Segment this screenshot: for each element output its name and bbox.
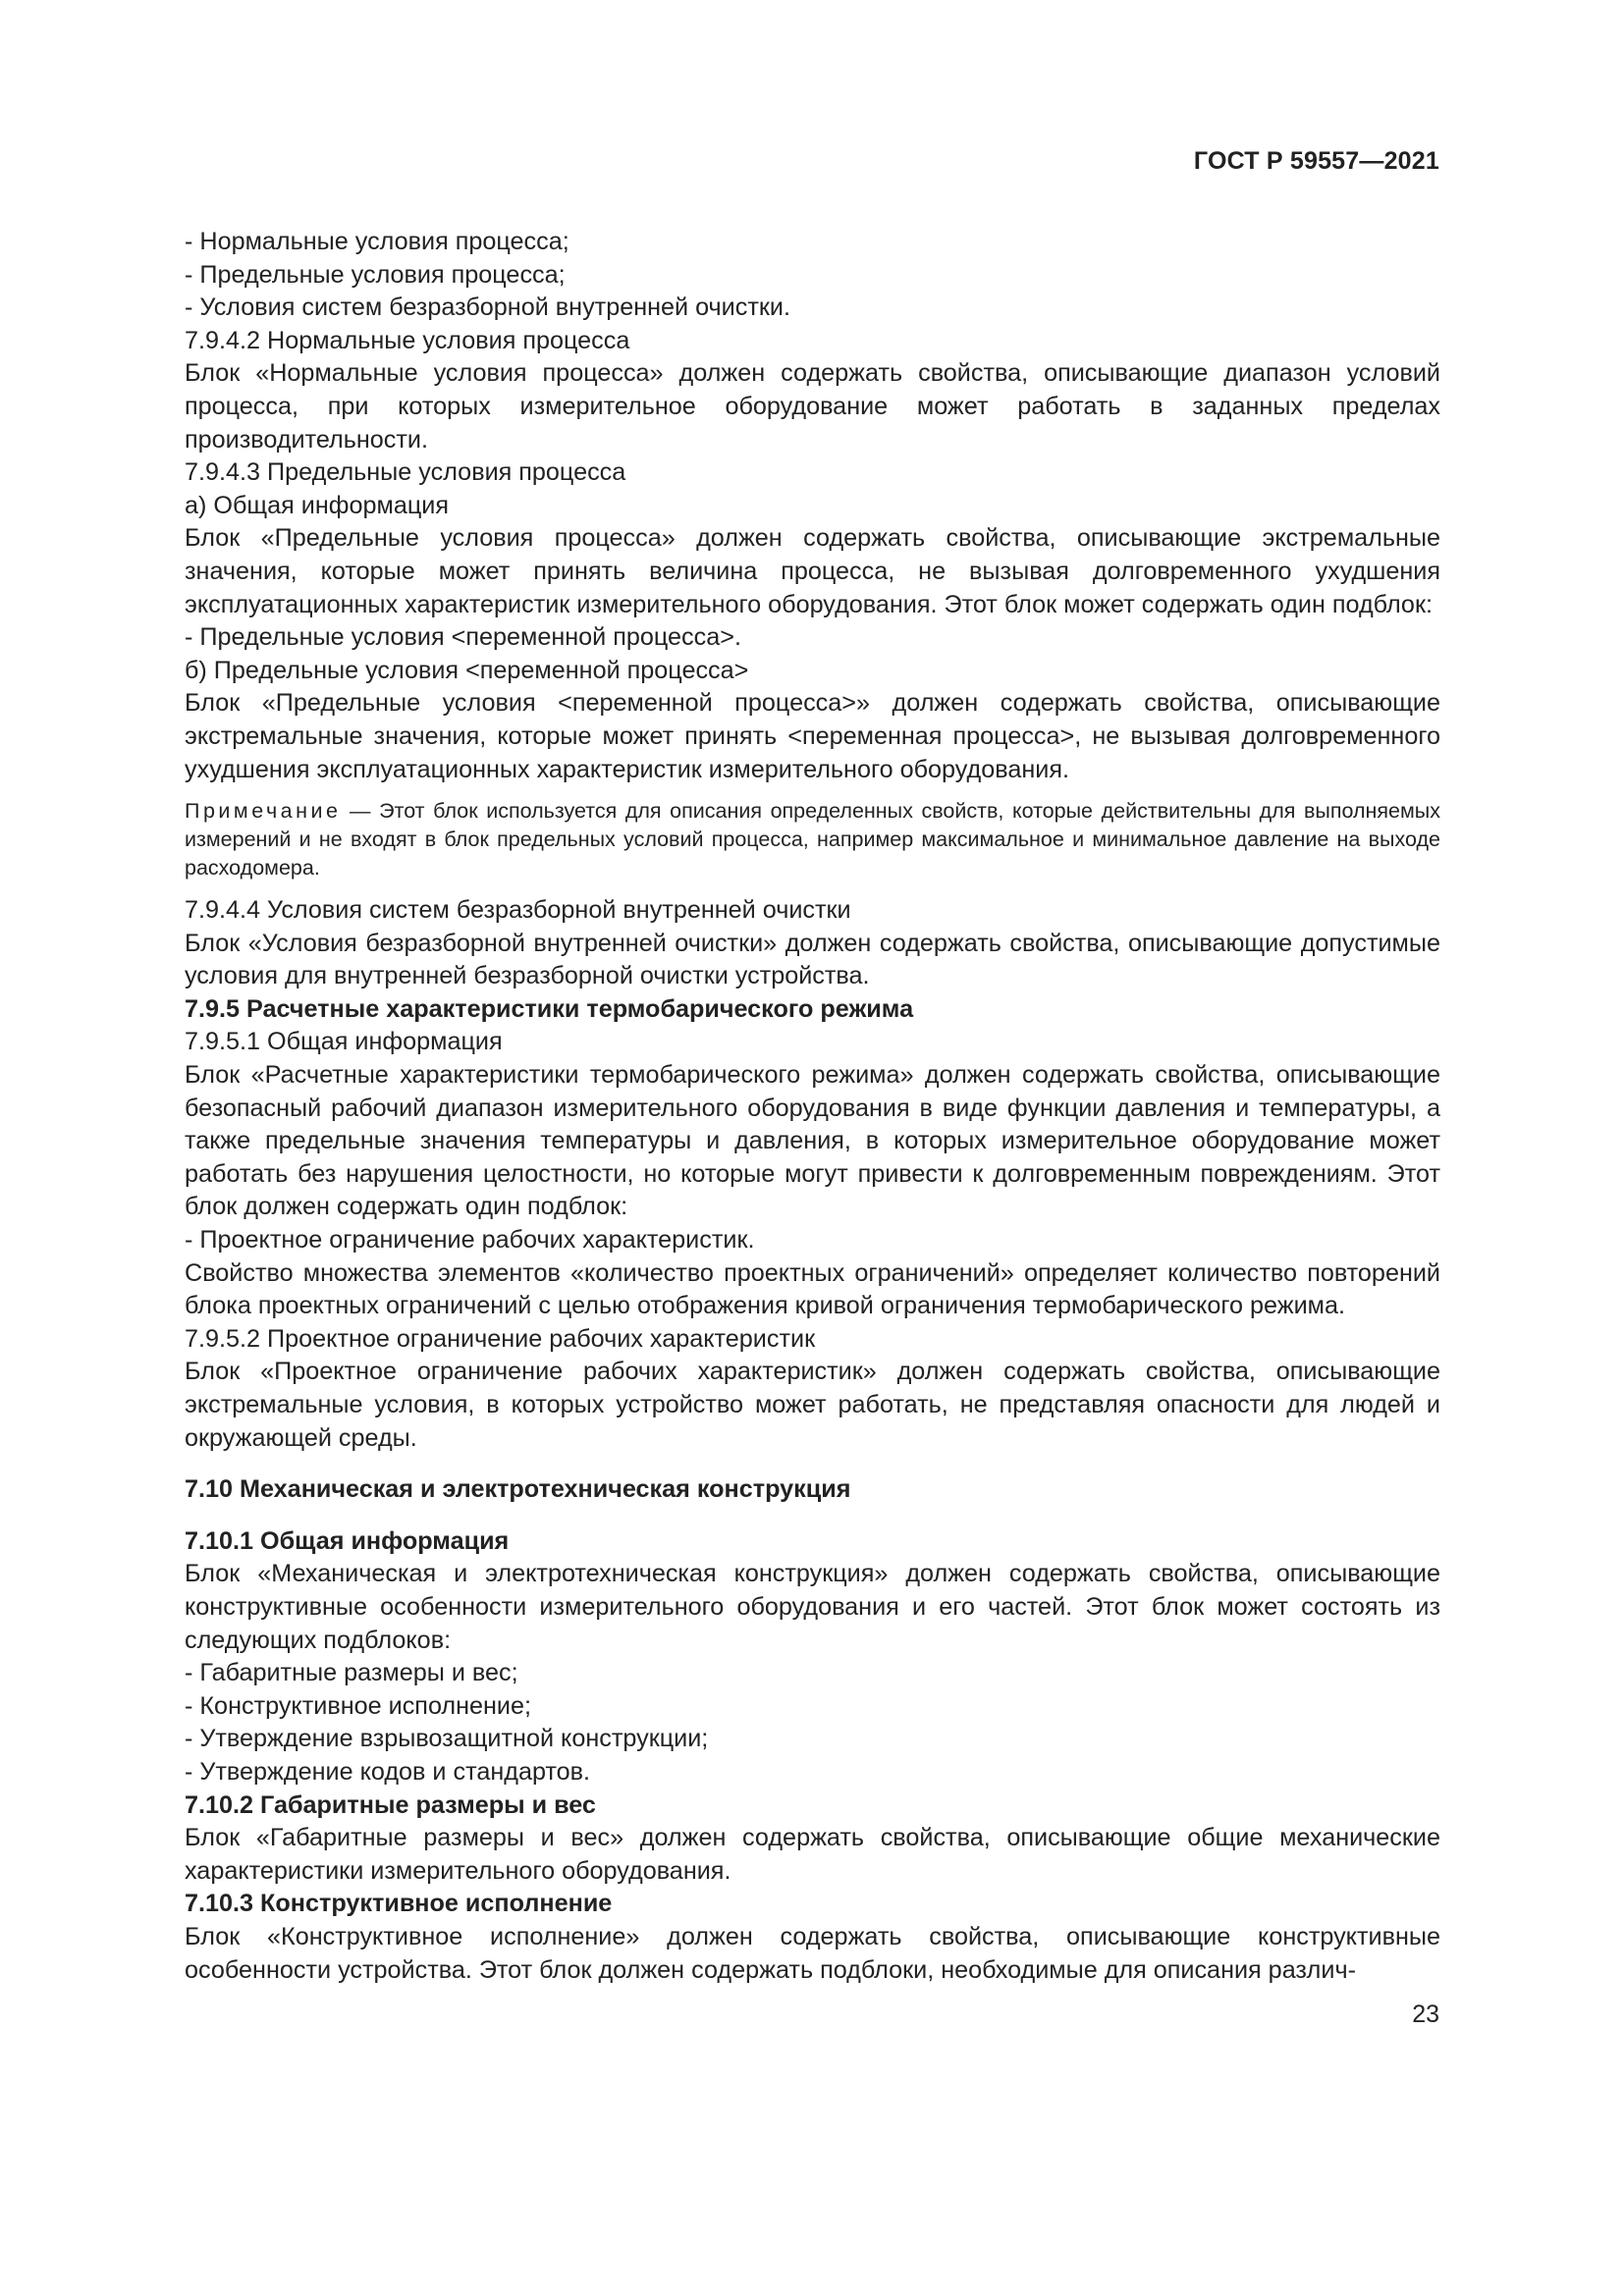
list-item: - Утверждение кодов и стандартов. bbox=[185, 1757, 591, 1786]
body-paragraph: Блок «Предельные условия <переменной процесса>» должен содержать свойства, описывающие экстремальные значения, которые может принять <переменная процесса>, не вызывая долговременного ухудшения эксплуатационных характеристик измерительного оборудования. bbox=[185, 689, 1440, 783]
list-item: 7.9.5.2 Проектное ограничение рабочих характеристик bbox=[185, 1324, 816, 1353]
document-body bbox=[185, 226, 1440, 1987]
section-heading: 7.9.5 Расчетные характеристики термобарического режима bbox=[185, 994, 914, 1023]
document-code-header: ГОСТ Р 59557—2021 bbox=[1193, 147, 1439, 175]
body-paragraph: Блок «Предельные условия процесса» должен содержать свойства, описывающие экстремальные значения, которые может принять величина процесса, не вызывая долговременного ухудшения эксплуатационных характеристик измерительного оборудования. Этот блок может содержать один подблок: bbox=[185, 524, 1440, 618]
list-item: б) Предельные условия <переменной процесса> bbox=[185, 656, 749, 684]
body-paragraph: Блок «Конструктивное исполнение» должен содержать свойства, описывающие конструктивные особенности устройства. Этот блок должен содержать подблоки, необходимые для описания различ- bbox=[185, 1922, 1440, 1984]
body-paragraph: Блок «Проектное ограничение рабочих характеристик» должен содержать свойства, описывающие экстремальные условия, в которых устройство может работать, не представляя опасности для людей и окружающей среды. bbox=[185, 1358, 1440, 1452]
body-paragraph: Блок «Расчетные характеристики термобарического режима» должен содержать свойства, описывающие безопасный рабочий диапазон измерительного оборудования в виде функции давления и температуры, а также предельные значения температуры и давления, в которых измерительное оборудование может работать без нарушения целостности, но которые могут привести к долговременным повреждениям. Этот блок должен содержать один подблок: bbox=[185, 1061, 1440, 1221]
body-paragraph: Свойство множества элементов «количество проектных ограничений» определяет количество повторений блока проектных ограничений с целью отображения кривой ограничения термобарического режима. bbox=[185, 1258, 1440, 1320]
body-paragraph: Блок «Габаритные размеры и вес» должен содержать свойства, описывающие общие механические характеристики измерительного оборудования. bbox=[185, 1824, 1440, 1885]
body-paragraph: Блок «Нормальные условия процесса» должен содержать свойства, описывающие диапазон условий процесса, при которых измерительное оборудование может работать в заданных пределах производительности. bbox=[185, 359, 1440, 454]
list-item: - Предельные условия процесса; bbox=[185, 260, 566, 289]
list-item: 7.9.5.1 Общая информация bbox=[185, 1028, 503, 1056]
note-text: — Этот блок используется для описания определенных свойств, которые действительны для выполняемых измерений и не входят в блок предельных условий процесса, например максимальное и минимальное давление на выходе расходомера. bbox=[185, 799, 1440, 881]
section-heading: 7.10.2 Габаритные размеры и вес bbox=[185, 1790, 596, 1819]
list-item: 7.9.4.2 Нормальные условия процесса bbox=[185, 326, 630, 354]
body-paragraph: Блок «Условия безразборной внутренней очистки» должен содержать свойства, описывающие допустимые условия для внутренней безразборной очистки устройства. bbox=[185, 929, 1440, 990]
list-item: - Нормальные условия процесса; bbox=[185, 228, 569, 255]
list-item: - Проектное ограничение рабочих характеристик. bbox=[185, 1226, 755, 1255]
list-item: а) Общая информация bbox=[185, 491, 449, 519]
page-number: 23 bbox=[1412, 2001, 1439, 2028]
list-item: - Конструктивное исполнение; bbox=[185, 1691, 531, 1720]
subsection-heading: 7.10.1 Общая информация bbox=[185, 1526, 510, 1555]
note-label: Примечание bbox=[185, 799, 342, 824]
body-paragraph: Блок «Механическая и электротехническая конструкция» должен содержать свойства, описывающие конструктивные особенности измерительного оборудования и его частей. Этот блок может состоять из следующих подблоков: bbox=[185, 1560, 1440, 1654]
section-heading: 7.10 Механическая и электротехническая конструкция bbox=[185, 1475, 851, 1504]
list-item: - Габаритные размеры и вес; bbox=[185, 1659, 518, 1687]
section-heading: 7.10.3 Конструктивное исполнение bbox=[185, 1890, 613, 1918]
list-item: 7.9.4.3 Предельные условия процесса bbox=[185, 458, 626, 487]
list-item: 7.9.4.4 Условия систем безразборной внутренней очистки bbox=[185, 896, 851, 925]
note-paragraph bbox=[185, 797, 1440, 882]
list-item: - Условия систем безразборной внутренней очистки. bbox=[185, 294, 790, 322]
list-item: - Утверждение взрывозащитной конструкции; bbox=[185, 1725, 709, 1753]
list-item: - Предельные условия <переменной процесса>. bbox=[185, 623, 741, 652]
